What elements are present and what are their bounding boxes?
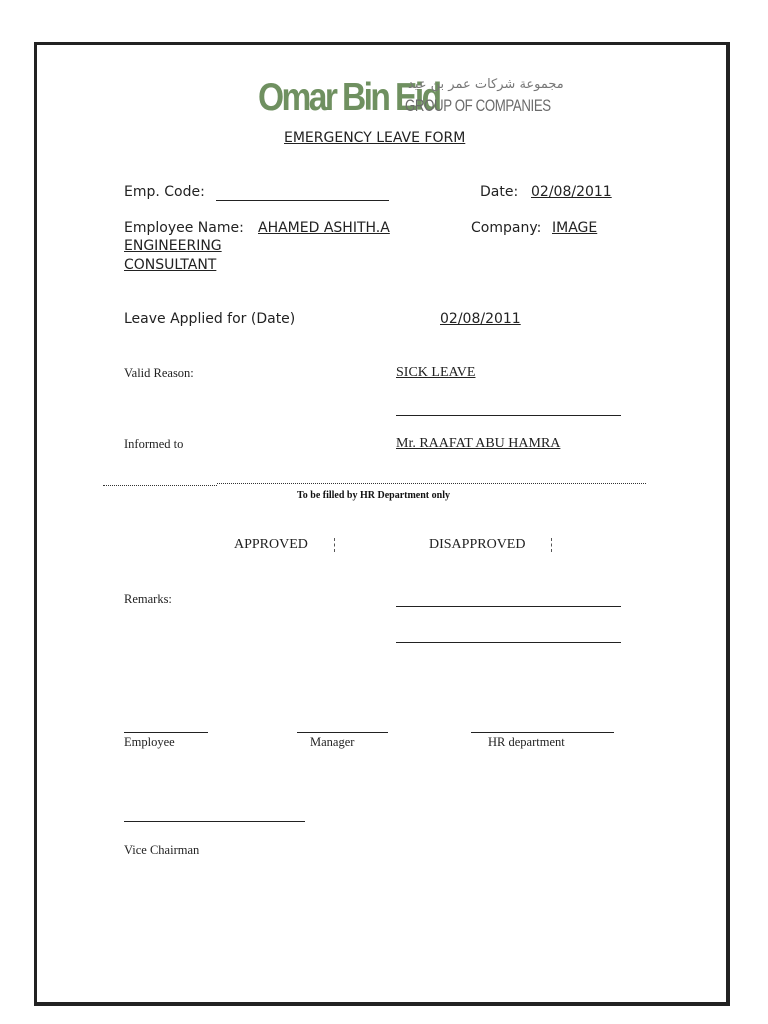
leave-applied-label: Leave Applied for (Date) <box>124 311 296 327</box>
approved-label: APPROVED <box>234 537 308 552</box>
logo-arabic-text: مجموعة شركات عمر بن عيد <box>408 77 564 92</box>
emp-code-label: Emp. Code: <box>124 184 205 200</box>
logo-name: Omar Bin Eid <box>258 76 440 119</box>
remarks-line-1[interactable] <box>396 606 621 607</box>
date-value: 02/08/2011 <box>531 184 612 200</box>
hr-divider <box>217 483 646 484</box>
vice-chairman-signature-line[interactable] <box>124 821 305 822</box>
valid-reason-value: SICK LEAVE <box>396 365 476 380</box>
manager-signature-label: Manager <box>310 735 355 749</box>
vice-chairman-signature-label: Vice Chairman <box>124 843 200 857</box>
hr-signature-label: HR department <box>488 735 565 749</box>
valid-reason-extra-line[interactable] <box>396 415 621 416</box>
company-value-line2: ENGINEERING <box>124 238 222 254</box>
remarks-label: Remarks: <box>124 592 172 606</box>
informed-to-label: Informed to <box>124 437 184 451</box>
hr-signature-line[interactable] <box>471 732 614 733</box>
remarks-line-2[interactable] <box>396 642 621 643</box>
informed-to-value: Mr. RAAFAT ABU HAMRA <box>396 436 561 451</box>
manager-signature-line[interactable] <box>297 732 388 733</box>
logo-group-text: GROUP OF COMPANIES <box>405 96 551 115</box>
employee-name-label: Employee Name: <box>124 220 244 236</box>
company-value-line3: CONSULTANT <box>124 257 217 273</box>
hr-divider-left <box>103 485 217 486</box>
approved-checkbox[interactable] <box>334 538 335 552</box>
employee-signature-label: Employee <box>124 735 175 749</box>
employee-signature-line[interactable] <box>124 732 208 733</box>
emp-code-field[interactable] <box>216 200 389 201</box>
disapproved-label: DISAPPROVED <box>429 537 526 552</box>
leave-applied-value: 02/08/2011 <box>440 311 521 327</box>
date-label: Date: <box>480 184 519 200</box>
employee-name-value: AHAMED ASHITH.A <box>258 220 390 236</box>
company-label: Company: <box>471 220 542 236</box>
disapproved-checkbox[interactable] <box>551 538 552 552</box>
form-title: EMERGENCY LEAVE FORM <box>284 130 466 146</box>
valid-reason-label: Valid Reason: <box>124 366 194 380</box>
hr-note: To be filled by HR Department only <box>297 490 450 501</box>
company-value-line1: IMAGE <box>552 220 598 236</box>
